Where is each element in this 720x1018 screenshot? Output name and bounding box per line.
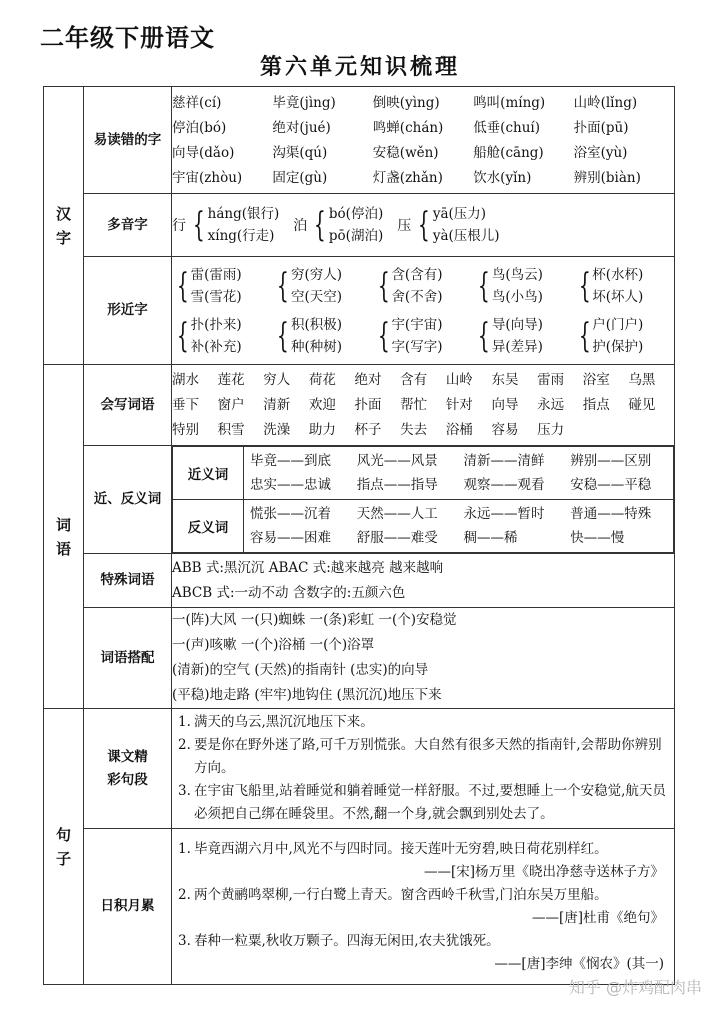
- similar-options: [592, 314, 643, 358]
- easy-wrong-item: 沟渠(qú): [272, 144, 328, 161]
- similar-options: [191, 314, 242, 358]
- similar-item: 舍(不舍): [391, 288, 443, 305]
- write-word: 绝对: [354, 372, 382, 388]
- sentence-number: 2.: [178, 737, 191, 753]
- easy-wrong-item: 安稳(wěn): [372, 144, 439, 161]
- similar-options: [592, 264, 643, 308]
- easy-wrong-item: 鸣叫(míng): [473, 94, 546, 111]
- polyphone-reading: háng(银行): [207, 206, 280, 222]
- synonym-pair: 辨别——区别: [570, 453, 652, 469]
- similar-group: [172, 314, 272, 358]
- similar-options: [291, 264, 342, 308]
- easy-wrong-item: 浴室(yù): [573, 144, 628, 161]
- polyphone-reading: yà(压根儿): [432, 228, 500, 244]
- daily-box: [172, 836, 674, 978]
- similar-item: 字(写字): [391, 338, 443, 355]
- write-word: 永远: [537, 397, 565, 413]
- antonym-pair: 天然——人工: [356, 506, 438, 522]
- polyphone-reading: yā(压力): [432, 206, 487, 222]
- category-text-sentences: [84, 709, 172, 829]
- synonym-pair: 指点——指导: [356, 477, 438, 493]
- category-write-words: 会写词语: [84, 365, 172, 446]
- knowledge-table: [43, 86, 675, 985]
- polyphone-char: 行: [172, 218, 186, 234]
- similar-item: 杯(水杯): [592, 266, 644, 283]
- section-juzi-label: 句 子: [55, 825, 71, 868]
- easy-wrong-item: 辨别(biàn): [573, 169, 641, 186]
- write-word: 帮忙: [400, 397, 428, 413]
- poem-text: 两个黄鹂鸣翠柳,一行白鹭上青天。窗含西岭千秋雪,门泊东吴万里船。: [194, 886, 608, 903]
- poem-item: [178, 930, 668, 953]
- sentence-item: [178, 711, 668, 734]
- top-title: 二年级下册语文: [40, 24, 215, 52]
- brace-icon: {: [578, 315, 591, 356]
- category-special-words: 特殊词语: [84, 554, 172, 608]
- brace-icon: {: [377, 315, 390, 356]
- antonym-pair: 慌张——沉着: [250, 506, 331, 522]
- category-collocation: 词语搭配: [84, 608, 172, 709]
- similar-item: 扑(扑来): [190, 316, 242, 333]
- similar-group: [473, 264, 573, 308]
- easy-wrong-item: 向导(dǎo): [172, 144, 235, 161]
- main-title: 第六单元知识梳理: [259, 54, 460, 80]
- brace-icon: {: [176, 315, 189, 356]
- synonym-pair: 安稳——平稳: [570, 477, 652, 493]
- poem-item: [178, 838, 668, 861]
- write-word: 针对: [445, 397, 473, 413]
- similar-group: [574, 264, 674, 308]
- similar-item: 雪(雪花): [190, 288, 242, 305]
- polyphone-group: [293, 203, 383, 247]
- write-word: 垂下: [172, 397, 199, 413]
- similar-item: 户(门户): [592, 316, 644, 333]
- brace-icon: {: [176, 265, 189, 306]
- polyphone-box: [172, 203, 674, 247]
- poem-number: 3.: [178, 932, 191, 949]
- sentence-text: 满天的乌云,黑沉沉地压下来。: [194, 714, 374, 730]
- easy-wrong-item: 扑面(pū): [573, 119, 629, 136]
- category-syn-ant: 近、反义词: [84, 446, 172, 554]
- similar-item: 坏(坏人): [592, 288, 644, 305]
- easy-wrong-item: 船舱(cāng): [473, 144, 544, 161]
- easy-wrong-item: 灯盏(zhǎn): [372, 169, 443, 186]
- write-words-grid: [172, 369, 674, 441]
- write-word: 特别: [172, 422, 199, 438]
- synonym-pair: 毕竟——到底: [250, 453, 331, 469]
- easy-wrong-item: 饮水(yǐn): [473, 169, 532, 186]
- brace-icon: {: [377, 265, 390, 306]
- poem-source: ——[唐]李绅《悯农》(其一): [494, 955, 664, 972]
- poem-text: 春种一粒粟,秋收万颗子。四海无闲田,农夫犹饿死。: [194, 932, 500, 949]
- polyphone-char: 泊: [293, 218, 308, 234]
- similar-options: [391, 314, 442, 358]
- poem-number: 1.: [178, 840, 191, 857]
- brace-icon: {: [418, 205, 430, 245]
- similar-options: [492, 314, 543, 358]
- similar-item: 鸟(鸟云): [491, 266, 543, 283]
- sentence-text: 要是你在野外迷了路,可千万别慌张。大自然有很多天然的指南针,会帮助你辨别方向。: [194, 737, 662, 776]
- polyphone-group: [172, 203, 279, 247]
- similar-group: [574, 314, 674, 358]
- polyphone-options: [329, 203, 383, 247]
- polyphone-options: [208, 203, 280, 247]
- section-ciyu: [44, 365, 84, 709]
- write-word: 压力: [537, 422, 565, 438]
- similar-item: 异(差异): [491, 338, 543, 355]
- easy-wrong-item: 倒映(yìng): [372, 94, 440, 111]
- section-ciyu-label: 词 语: [55, 515, 71, 558]
- brace-icon: {: [314, 205, 327, 245]
- collocation-line: (平稳)地走路 (牢牢)地钩住 (黑沉沉)地压下来: [172, 687, 442, 703]
- sentence-item: [178, 780, 668, 826]
- brace-icon: {: [277, 315, 290, 356]
- similar-options: [492, 264, 543, 308]
- write-word: 湖水: [172, 372, 199, 388]
- easy-wrong-grid: [172, 93, 674, 188]
- write-word: 莲花: [217, 372, 245, 388]
- category-polyphone: 多音字: [84, 194, 172, 257]
- category-easy-wrong: 易读错的字: [84, 87, 172, 194]
- collocation-line: (清新)的空气 (天然)的指南针 (忠实)的向导: [172, 662, 429, 678]
- similar-group: [272, 314, 372, 358]
- similar-item: 护(保护): [592, 338, 644, 355]
- write-word: 碰见: [628, 397, 656, 413]
- write-word: 向导: [491, 397, 519, 413]
- easy-wrong-item: 低垂(chuí): [473, 119, 540, 136]
- section-hanzi-label: 汉 字: [55, 204, 71, 247]
- write-word: 指点: [582, 397, 610, 413]
- similar-item: 空(天空): [291, 288, 343, 305]
- easy-wrong-item: 宇宙(zhòu): [172, 169, 243, 186]
- write-word: 清新: [263, 397, 291, 413]
- easy-wrong-item: 固定(gù): [272, 169, 328, 186]
- synonym-label: 近义词: [173, 447, 244, 500]
- collocation-line: 一(阵)大风 一(只)蜘蛛 一(条)彩虹 一(个)安稳觉: [172, 612, 457, 628]
- brace-icon: {: [478, 265, 490, 306]
- write-word: 荷花: [308, 372, 336, 388]
- similar-item: 含(含有): [391, 266, 443, 283]
- sentence-number: 1.: [178, 714, 191, 730]
- brace-icon: {: [277, 265, 290, 306]
- write-word: 穷人: [263, 372, 291, 388]
- synonym-pair: 忠实——忠诚: [250, 477, 331, 493]
- write-word: 容易: [491, 422, 519, 438]
- brace-icon: {: [478, 315, 490, 356]
- antonym-label: 反义词: [173, 500, 244, 553]
- write-word: 扑面: [354, 397, 382, 413]
- antonym-pair: 永远——暂时: [463, 506, 545, 522]
- write-word: 山岭: [445, 372, 473, 388]
- synonym-pair: 清新——清鲜: [463, 453, 545, 469]
- text-sentences-label: 课文精 彩句段: [107, 748, 148, 788]
- similar-group: [373, 264, 473, 308]
- write-word: 积雪: [217, 422, 245, 438]
- poem-source: ——[宋]杨万里《晓出净慈寺送林子方》: [423, 863, 664, 880]
- antonym-pair: 舒服——难受: [356, 530, 438, 546]
- antonym-pair: 普通——特殊: [570, 506, 652, 522]
- similar-item: 雷(雷雨): [190, 266, 242, 283]
- write-word: 洗澡: [263, 422, 291, 438]
- sentence-text: 在宇宙飞船里,站着睡觉和躺着睡觉一样舒服。不过,要想睡上一个安稳觉,航天员必须把自己绑在睡袋里。不然,翻一个身,就会飘到别处去了。: [194, 783, 666, 822]
- poem-source: ——[唐]杜甫《绝句》: [531, 909, 664, 926]
- easy-wrong-item: 慈祥(cí): [172, 94, 222, 111]
- polyphone-reading: pō(湖泊): [328, 228, 384, 244]
- easy-wrong-item: 鸣蝉(chán): [372, 119, 444, 136]
- similar-group: [172, 264, 272, 308]
- polyphone-options: [433, 203, 500, 247]
- watermark: 知乎 @炸鸡配肉串: [568, 978, 702, 997]
- antonym-pairs: [244, 500, 673, 552]
- write-word: 失去: [400, 422, 428, 438]
- write-word: 窗户: [217, 397, 245, 413]
- category-daily: 日积月累: [84, 829, 172, 985]
- polyphone-char: 压: [397, 218, 412, 234]
- similar-options: [291, 314, 342, 358]
- similar-item: 宇(宇宙): [391, 316, 443, 333]
- special-words-box: [172, 554, 675, 608]
- special-line: ABCB 式:一动不动 含数字的:五颜六色: [172, 584, 406, 601]
- section-juzi: [44, 709, 84, 985]
- collocation-line: 一(声)咳嗽 一(个)浴桶 一(个)浴罩: [172, 637, 375, 653]
- write-word: 含有: [400, 372, 428, 388]
- write-word: 乌黑: [628, 372, 656, 388]
- sentence-item: [178, 734, 668, 780]
- poem-text: 毕竟西湖六月中,风光不与四时同。接天莲叶无穷碧,映日荷花别样红。: [194, 840, 608, 857]
- antonym-pair: 容易——困难: [250, 530, 331, 546]
- similar-group: [473, 314, 573, 358]
- write-word: 欢迎: [308, 397, 336, 413]
- polyphone-group: [397, 203, 499, 247]
- syn-ant-subtable: [172, 446, 674, 553]
- similar-options: [191, 264, 242, 308]
- antonym-pair: 稠——稀: [463, 530, 518, 546]
- easy-wrong-item: 山岭(lǐng): [573, 94, 638, 111]
- similar-item: 鸟(小鸟): [491, 288, 543, 305]
- similar-group: [272, 264, 372, 308]
- similar-item: 种(种树): [291, 338, 343, 355]
- antonym-pair: 快——慢: [570, 530, 625, 546]
- write-word: 雷雨: [537, 372, 565, 388]
- text-sentences-box: [172, 709, 674, 828]
- easy-wrong-item: 毕竟(jìng): [272, 94, 336, 111]
- special-line: ABB 式:黑沉沉 ABAC 式:越来越亮 越来越响: [172, 559, 444, 576]
- similar-group: [373, 314, 473, 358]
- similar-grid: [172, 261, 674, 361]
- write-word: 浴室: [582, 372, 610, 388]
- similar-item: 积(积极): [291, 316, 343, 333]
- brace-icon: {: [192, 205, 205, 245]
- easy-wrong-item: 绝对(jué): [272, 119, 331, 136]
- similar-item: 补(补充): [190, 338, 242, 355]
- write-word: 东吴: [491, 372, 519, 388]
- section-hanzi: [44, 87, 84, 365]
- poem-item: [178, 884, 668, 907]
- polyphone-reading: xíng(行走): [207, 228, 275, 244]
- category-similar: 形近字: [84, 257, 172, 365]
- poem-number: 2.: [178, 886, 191, 903]
- sentence-number: 3.: [178, 783, 191, 799]
- similar-item: 导(向导): [491, 316, 543, 333]
- synonym-pair: 风光——风景: [356, 453, 438, 469]
- similar-options: [391, 264, 442, 308]
- polyphone-reading: bó(停泊): [328, 206, 384, 222]
- synonym-pairs: [244, 447, 673, 499]
- write-word: 杯子: [354, 422, 382, 438]
- write-word: 浴桶: [445, 422, 473, 438]
- brace-icon: {: [578, 265, 591, 306]
- easy-wrong-item: 停泊(bó): [172, 119, 227, 136]
- collocation-box: [172, 608, 675, 709]
- similar-item: 穷(穷人): [291, 266, 343, 283]
- synonym-pair: 观察——观看: [463, 477, 545, 493]
- write-word: 助力: [308, 422, 336, 438]
